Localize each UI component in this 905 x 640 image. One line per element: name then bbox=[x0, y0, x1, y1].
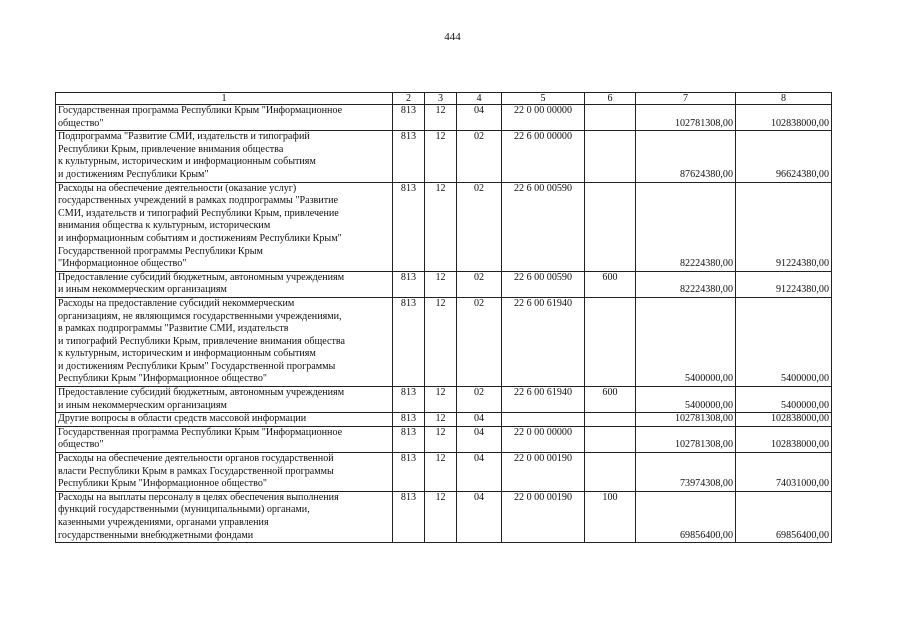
amount-year1-cell: 73974308,00 bbox=[636, 453, 736, 492]
item-name-cell bbox=[56, 297, 393, 386]
table-row bbox=[56, 387, 832, 413]
column-header: 1 bbox=[56, 93, 393, 105]
amount-year1-cell: 102781308,00 bbox=[636, 413, 736, 427]
target-item-cell bbox=[502, 413, 585, 427]
item-name-line: Государственная программа Республики Крым "Информационное bbox=[58, 105, 343, 116]
admin-code-cell: 813 bbox=[393, 491, 425, 542]
item-name-line: государственных учреждений в рамках подпрограммы "Развитие bbox=[58, 195, 339, 207]
item-name-cell bbox=[56, 413, 393, 427]
item-name-line: внимания общества к культурным, историческим bbox=[58, 220, 271, 232]
item-name-line: власти Республики Крым в рамках Государственной программы bbox=[58, 465, 334, 477]
expense-type-cell: 600 bbox=[585, 387, 636, 413]
table-row bbox=[56, 182, 832, 271]
item-name-cell bbox=[56, 271, 393, 297]
amount-year2-cell: 96624380,00 bbox=[736, 131, 832, 182]
target-item-cell: 22 6 00 61940 bbox=[502, 387, 585, 413]
section-cell: 12 bbox=[425, 426, 457, 452]
expense-type-cell bbox=[585, 413, 636, 427]
subsection-cell: 02 bbox=[457, 271, 502, 297]
item-name-line: в рамках подпрограммы "Развитие СМИ, издательств bbox=[58, 323, 289, 335]
page-number: 444 bbox=[444, 31, 461, 43]
amount-year1-cell: 102781308,00 bbox=[636, 105, 736, 131]
expense-type-cell bbox=[585, 105, 636, 131]
column-header: 2 bbox=[393, 93, 425, 105]
item-name-cell bbox=[56, 453, 393, 492]
amount-year1-cell: 102781308,00 bbox=[636, 426, 736, 452]
target-item-cell: 22 0 00 00190 bbox=[502, 453, 585, 492]
item-name-line: Расходы на обеспечение деятельности (оказание услуг) bbox=[58, 182, 297, 194]
item-name-line: и достижениям Республики Крым" Государственной программы bbox=[58, 360, 336, 372]
column-header: 3 bbox=[425, 93, 457, 105]
amount-year1-cell: 82224380,00 bbox=[636, 182, 736, 271]
item-name-line: Предоставление субсидий бюджетным, автономным учреждениям bbox=[58, 271, 345, 283]
amount-year2-cell: 102838000,00 bbox=[736, 413, 832, 427]
section-cell: 12 bbox=[425, 271, 457, 297]
subsection-cell: 04 bbox=[457, 413, 502, 427]
admin-code-cell: 813 bbox=[393, 297, 425, 386]
section-cell: 12 bbox=[425, 387, 457, 413]
table-row bbox=[56, 453, 832, 492]
item-name-line: и информационным событиям и достижениям Республики Крым" bbox=[58, 232, 342, 244]
item-name-cell bbox=[56, 131, 393, 182]
expense-type-cell: 100 bbox=[585, 491, 636, 542]
amount-year2-cell: 91224380,00 bbox=[736, 271, 832, 297]
item-name-line: Расходы на выплаты персоналу в целях обеспечения выполнения bbox=[58, 491, 339, 503]
item-name-line: Государственной программы Республики Крым bbox=[58, 245, 263, 257]
subsection-cell: 04 bbox=[457, 105, 502, 131]
item-name-line: Государственная программа Республики Крым "Информационное bbox=[58, 426, 343, 438]
budget-table bbox=[55, 92, 832, 543]
table-row bbox=[56, 131, 832, 182]
amount-year1-cell: 87624380,00 bbox=[636, 131, 736, 182]
item-name-line: Подпрограмма "Развитие СМИ, издательств и типографий bbox=[58, 131, 310, 143]
item-name-line: общество" bbox=[58, 117, 104, 129]
target-item-cell: 22 0 00 00000 bbox=[502, 426, 585, 452]
item-name-line: и типографий Республики Крым, привлечение внимания общества bbox=[58, 335, 346, 347]
table-row bbox=[56, 413, 832, 427]
table-row bbox=[56, 426, 832, 452]
admin-code-cell: 813 bbox=[393, 426, 425, 452]
item-name-line: Республики Крым "Информационное общество" bbox=[58, 373, 267, 385]
expense-type-cell: 600 bbox=[585, 271, 636, 297]
admin-code-cell: 813 bbox=[393, 105, 425, 131]
subsection-cell: 02 bbox=[457, 387, 502, 413]
admin-code-cell: 813 bbox=[393, 453, 425, 492]
amount-year2-cell: 74031000,00 bbox=[736, 453, 832, 492]
amount-year1-cell: 5400000,00 bbox=[636, 387, 736, 413]
item-name-line: Республики Крым "Информационное общество" bbox=[58, 478, 267, 490]
item-name-cell bbox=[56, 105, 393, 131]
target-item-cell: 22 6 00 00000 bbox=[502, 131, 585, 182]
section-cell: 12 bbox=[425, 297, 457, 386]
target-item-cell: 22 0 00 00000 bbox=[502, 105, 585, 131]
item-name-line: общество" bbox=[58, 439, 104, 451]
item-name-line: Предоставление субсидий бюджетным, автономным учреждениям bbox=[58, 387, 345, 399]
table-header-row bbox=[56, 93, 832, 105]
amount-year2-cell: 5400000,00 bbox=[736, 297, 832, 386]
section-cell: 12 bbox=[425, 413, 457, 427]
amount-year2-cell: 69856400,00 bbox=[736, 491, 832, 542]
table-row bbox=[56, 297, 832, 386]
target-item-cell: 22 6 00 61940 bbox=[502, 297, 585, 386]
subsection-cell: 04 bbox=[457, 426, 502, 452]
expense-type-cell bbox=[585, 131, 636, 182]
column-header: 8 bbox=[736, 93, 832, 105]
item-name-line: функций государственными (муниципальными) органами, bbox=[58, 504, 310, 516]
subsection-cell: 02 bbox=[457, 131, 502, 182]
admin-code-cell: 813 bbox=[393, 271, 425, 297]
subsection-cell: 04 bbox=[457, 453, 502, 492]
target-item-cell: 22 6 00 00590 bbox=[502, 182, 585, 271]
column-header: 6 bbox=[585, 93, 636, 105]
item-name-line: "Информационное общество" bbox=[58, 258, 187, 270]
amount-year1-cell: 82224380,00 bbox=[636, 271, 736, 297]
amount-year2-cell: 102838000,00 bbox=[736, 105, 832, 131]
section-cell: 12 bbox=[425, 105, 457, 131]
expense-type-cell bbox=[585, 182, 636, 271]
column-header: 7 bbox=[636, 93, 736, 105]
amount-year2-cell: 5400000,00 bbox=[736, 387, 832, 413]
item-name-cell bbox=[56, 491, 393, 542]
admin-code-cell: 813 bbox=[393, 387, 425, 413]
item-name-line: и иным некоммерческим организациям bbox=[58, 284, 227, 296]
subsection-cell: 04 bbox=[457, 491, 502, 542]
amount-year1-cell: 69856400,00 bbox=[636, 491, 736, 542]
admin-code-cell: 813 bbox=[393, 413, 425, 427]
subsection-cell: 02 bbox=[457, 182, 502, 271]
section-cell: 12 bbox=[425, 491, 457, 542]
table-row bbox=[56, 105, 832, 131]
item-name-line: и иным некоммерческим организациям bbox=[58, 399, 227, 411]
column-header: 4 bbox=[457, 93, 502, 105]
target-item-cell: 22 0 00 00190 bbox=[502, 491, 585, 542]
target-item-cell: 22 6 00 00590 bbox=[502, 271, 585, 297]
section-cell: 12 bbox=[425, 182, 457, 271]
item-name-line: и достижениям Республики Крым" bbox=[58, 168, 209, 180]
section-cell: 12 bbox=[425, 131, 457, 182]
amount-year2-cell: 91224380,00 bbox=[736, 182, 832, 271]
amount-year1-cell: 5400000,00 bbox=[636, 297, 736, 386]
expense-type-cell bbox=[585, 426, 636, 452]
amount-year2-cell: 102838000,00 bbox=[736, 426, 832, 452]
item-name-line: казенными учреждениями, органами управления bbox=[58, 517, 269, 528]
item-name-line: к культурным, историческим и информационным событиям bbox=[58, 348, 316, 360]
item-name-line: Республики Крым, привлечение внимания общества bbox=[58, 143, 284, 155]
item-name-line: Расходы на предоставление субсидий некоммерческим bbox=[58, 297, 295, 309]
item-name-line: к культурным, историческим и информационным событиям bbox=[58, 156, 316, 168]
column-header: 5 bbox=[502, 93, 585, 105]
item-name-line: Другие вопросы в области средств массовой информации bbox=[58, 413, 307, 425]
item-name-cell bbox=[56, 426, 393, 452]
item-name-line: Расходы на обеспечение деятельности органов государственной bbox=[58, 453, 334, 465]
item-name-line: государственными внебюджетными фондами bbox=[58, 529, 254, 541]
item-name-cell bbox=[56, 182, 393, 271]
subsection-cell: 02 bbox=[457, 297, 502, 386]
expense-type-cell bbox=[585, 453, 636, 492]
table-row bbox=[56, 491, 832, 542]
table-row bbox=[56, 271, 832, 297]
section-cell: 12 bbox=[425, 453, 457, 492]
item-name-cell bbox=[56, 387, 393, 413]
item-name-line: СМИ, издательств и типографий Республики Крым, привлечение bbox=[58, 207, 339, 219]
admin-code-cell: 813 bbox=[393, 131, 425, 182]
expense-type-cell bbox=[585, 297, 636, 386]
admin-code-cell: 813 bbox=[393, 182, 425, 271]
item-name-line: организациям, не являющимся государственными учреждениями, bbox=[58, 310, 342, 322]
